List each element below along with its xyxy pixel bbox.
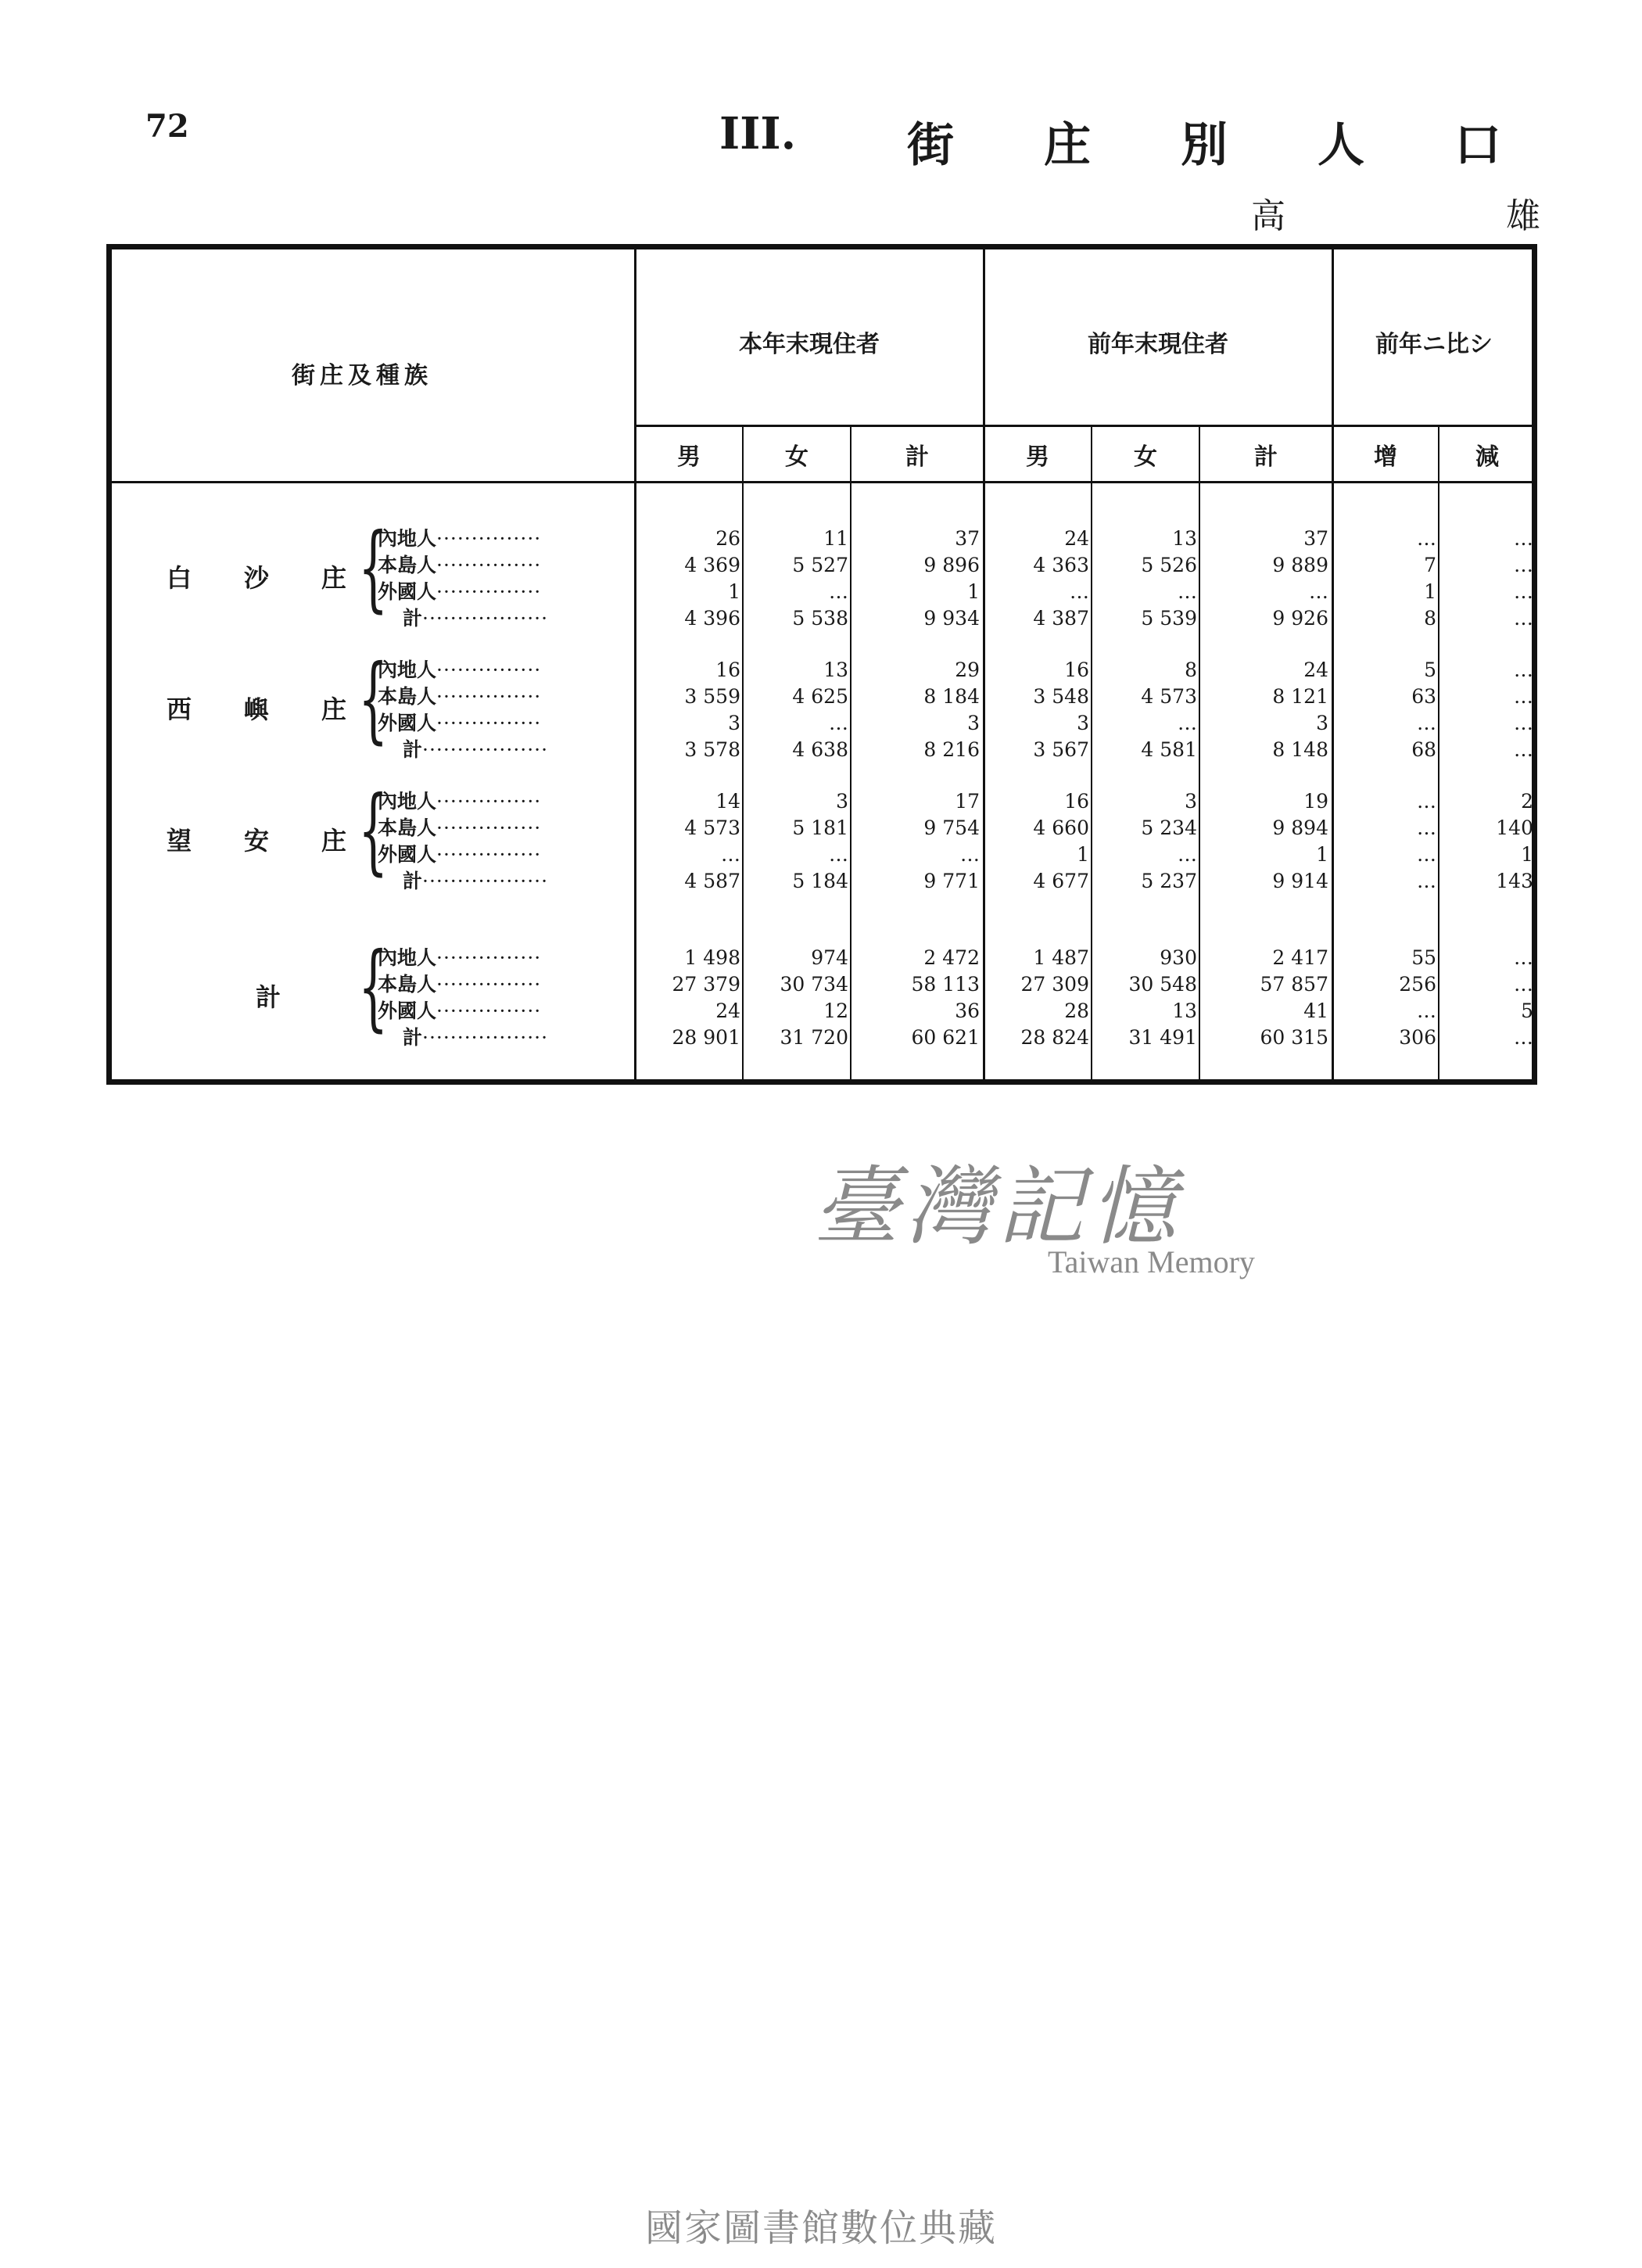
table-cell: 13 [1172,527,1197,550]
col-header-female: 女 [1134,443,1157,471]
row-label-text: 本島人 [378,973,437,996]
table-cell: 1 [967,580,980,603]
table-cell: 1 [1424,580,1436,603]
table-cell: 3 567 [1033,738,1089,761]
town-char: 西 [167,694,192,724]
table-cell: 37 [1303,527,1328,550]
table-cell: 4 677 [1033,870,1089,892]
table-cell: 5 [1424,659,1436,681]
row-label: 計·················· [403,1026,549,1049]
table-cell: 30 548 [1128,973,1197,996]
row-label-text: 計 [403,607,423,630]
table-cell: … [829,712,848,734]
col-header-female: 女 [785,443,808,471]
table-cell: 1 498 [684,946,740,969]
town-char: 庄 [321,563,346,593]
table-cell: … [1514,580,1533,603]
table-cell: … [1417,527,1436,550]
rule [1332,249,1334,1079]
table-cell: … [1514,973,1533,996]
row-label: 本島人··············· [378,685,542,708]
heading-char: 人 [1318,118,1364,173]
table-cell: 26 [715,527,740,550]
table-cell: 31 720 [780,1026,848,1049]
row-label: 內地人··············· [378,527,542,550]
table-cell: 27 379 [672,973,740,996]
table-cell: 24 [1303,659,1328,681]
town-char: 望 [167,826,192,856]
stub-header: 街庄及種族 [292,362,432,389]
rule [742,426,744,1079]
table-cell: 4 660 [1033,816,1089,839]
row-label: 外國人··············· [378,712,542,734]
col-header-male: 男 [1026,443,1049,471]
table-cell: 974 [811,946,848,969]
table-cell: 30 734 [780,973,848,996]
table-cell: … [1514,738,1533,761]
table-cell: 16 [1064,790,1089,813]
table-cell: … [1417,790,1436,813]
watermark-english: Taiwan Memory [1048,1244,1255,1279]
table-cell: … [1178,843,1197,866]
table-cell: 8 148 [1272,738,1328,761]
row-label-text: 內地人 [378,790,437,813]
town-char: 沙 [243,563,269,593]
table-cell: … [1514,554,1533,576]
row-label-text: 計 [403,738,423,761]
rule [112,481,1532,483]
col-header-increase: 增 [1374,443,1397,471]
table-cell: 1 [1521,843,1533,866]
table-cell: 3 [1185,790,1197,813]
row-label: 外國人··············· [378,999,542,1022]
row-label-text: 外國人 [378,843,437,866]
row-label: 本島人··············· [378,816,542,839]
rule [1199,426,1200,1079]
row-label-text: 計 [403,1026,423,1049]
table-cell: 3 [1077,712,1089,734]
row-label-text: 外國人 [378,712,437,734]
table-cell: 57 857 [1260,973,1328,996]
table-cell: … [829,843,848,866]
table-cell: 143 [1496,870,1533,892]
table-cell: 1 [728,580,740,603]
heading-char: 街 [907,118,954,173]
row-label: 本島人··············· [378,973,542,996]
table-cell: … [829,580,848,603]
table-cell: 1 [1316,843,1328,866]
table-cell: 29 [955,659,980,681]
page-heading [907,108,1501,175]
table-cell: 58 113 [911,973,980,996]
rule [850,426,851,1079]
rule [1438,426,1439,1079]
row-label-text: 內地人 [378,946,437,969]
table-cell: 13 [1172,999,1197,1022]
table-cell: 3 [1316,712,1328,734]
table-cell: … [1514,1026,1533,1049]
town-char: 庄 [321,826,346,856]
table-cell: 37 [955,527,980,550]
table-cell: 4 638 [792,738,848,761]
group-header: 本年末現住者 [739,331,880,358]
table-cell: 3 [836,790,848,813]
table-cell: 4 387 [1033,607,1089,630]
row-label: 內地人··············· [378,659,542,681]
table-cell: 12 [823,999,848,1022]
table-cell: … [1514,946,1533,969]
table-cell: 4 396 [684,607,740,630]
row-label: 內地人··············· [378,946,542,969]
table-cell: 2 [1521,790,1533,813]
table-cell: 9 889 [1272,554,1328,576]
table-cell: 3 578 [684,738,740,761]
row-label-text: 內地人 [378,527,437,550]
page-number: 72 [145,108,189,145]
table-cell: 1 487 [1033,946,1089,969]
table-cell: 31 491 [1128,1026,1197,1049]
table-cell: … [1514,659,1533,681]
region-name [1251,188,1540,238]
table-cell: 9 894 [1272,816,1328,839]
table-cell: 68 [1411,738,1436,761]
table-cell: 3 559 [684,685,740,708]
table-cell: 5 538 [792,607,848,630]
heading-char: 口 [1454,118,1501,173]
table-cell: 63 [1411,685,1436,708]
section-number: III. [719,108,797,160]
table-cell: 24 [715,999,740,1022]
table-cell: … [1417,999,1436,1022]
row-label: 內地人··············· [378,790,542,813]
table-cell: 3 548 [1033,685,1089,708]
town-char: 安 [243,826,269,856]
rule [634,249,636,1079]
table-cell: … [1514,712,1533,734]
row-label: 本島人··············· [378,554,542,576]
row-label: 外國人··············· [378,843,542,866]
row-label-text: 本島人 [378,685,437,708]
row-label-text: 內地人 [378,659,437,681]
brace-glyph: { [358,777,389,885]
heading-char: 別 [1181,118,1228,173]
table-cell: 1 [1077,843,1089,866]
table-cell: 8 216 [923,738,980,761]
table-cell: … [960,843,980,866]
table-cell: 13 [823,659,848,681]
table-cell: 16 [1064,659,1089,681]
table-cell: 5 181 [792,816,848,839]
table-cell: 24 [1064,527,1089,550]
table-cell: 8 184 [923,685,980,708]
table-cell: 5 237 [1141,870,1197,892]
table-cell: 5 [1521,999,1533,1022]
table-cell: 2 472 [923,946,980,969]
row-label: 外國人··············· [378,580,542,603]
row-label-text: 本島人 [378,816,437,839]
town-char: 計 [255,982,281,1012]
table-cell: 17 [955,790,980,813]
table-cell: 8 121 [1272,685,1328,708]
table-cell: 306 [1399,1026,1436,1049]
watermark [813,1138,1255,1279]
table-cell: 9 896 [923,554,980,576]
row-label: 計·················· [403,607,549,630]
table-cell: 4 587 [684,870,740,892]
table-cell: 60 621 [911,1026,980,1049]
table-cell: … [1514,685,1533,708]
table-cell: 3 [728,712,740,734]
town-char: 嶼 [243,694,269,724]
table-cell: 4 625 [792,685,848,708]
table-cell: 4 573 [684,816,740,839]
table-cell: 5 527 [792,554,848,576]
watermark-chinese: 臺灣記憶 [813,1157,1182,1257]
table-cell: … [1178,712,1197,734]
table-cell: 3 [967,712,980,734]
table-cell: 11 [823,527,848,550]
col-header-male: 男 [677,443,701,471]
table-cell: 4 573 [1141,685,1197,708]
table-cell: 7 [1424,554,1436,576]
row-label-text: 本島人 [378,554,437,576]
town-char: 白 [167,563,192,593]
table-cell: 9 771 [923,870,980,892]
table-cell: 5 526 [1141,554,1197,576]
rule [634,425,1532,427]
town-name [167,690,346,726]
table-cell: 4 581 [1141,738,1197,761]
table-cell: … [1514,607,1533,630]
rule [983,249,985,1079]
table-cell: 5 539 [1141,607,1197,630]
table-cell: 5 184 [792,870,848,892]
town-name [167,558,346,594]
table-cell: 28 901 [672,1026,740,1049]
col-header-decrease: 減 [1475,443,1499,471]
table-cell: 41 [1303,999,1328,1022]
table-cell: … [1178,580,1197,603]
table-cell: 16 [715,659,740,681]
table-cell: 60 315 [1260,1026,1328,1049]
footer-credit: 國家圖書館數位典藏 [644,2206,997,2250]
region-char: 雄 [1506,196,1540,236]
table-cell: 140 [1496,816,1533,839]
row-label-text: 外國人 [378,999,437,1022]
group-header: 前年ニ比シ [1375,331,1493,358]
row-label: 計·················· [403,870,549,892]
town-name [167,821,346,857]
table-cell: 55 [1411,946,1436,969]
table-cell: 2 417 [1272,946,1328,969]
town-char: 庄 [321,694,346,724]
table-cell: … [1309,580,1328,603]
row-label-text: 外國人 [378,580,437,603]
row-label-text: 計 [403,870,423,892]
col-header-total: 計 [1254,443,1278,471]
table-cell: 9 754 [923,816,980,839]
brace-glyph: { [358,645,389,754]
table-cell: … [1417,816,1436,839]
table-cell: 930 [1160,946,1197,969]
table-cell: … [1514,527,1533,550]
table-cell: 14 [715,790,740,813]
table-cell: 28 824 [1020,1026,1089,1049]
brace-glyph: { [358,933,389,1042]
table-cell: … [1417,843,1436,866]
col-header-total: 計 [905,443,929,471]
rule [1091,426,1092,1079]
brace-glyph: { [358,514,389,623]
table-cell: 5 234 [1141,816,1197,839]
group-header: 前年末現住者 [1088,331,1228,358]
table-cell: 9 926 [1272,607,1328,630]
table-cell: 28 [1064,999,1089,1022]
table-cell: 8 [1424,607,1436,630]
table-cell: 4 369 [684,554,740,576]
region-char: 高 [1251,196,1285,236]
table-cell: 19 [1303,790,1328,813]
table-cell: 4 363 [1033,554,1089,576]
table-cell: … [721,843,740,866]
table-cell: … [1417,870,1436,892]
row-label: 計·················· [403,738,549,761]
table-cell: 8 [1185,659,1197,681]
heading-char: 庄 [1044,118,1091,173]
table-cell: 27 309 [1020,973,1089,996]
population-table [106,244,1537,1085]
table-cell: 9 914 [1272,870,1328,892]
town-name [245,978,292,1014]
table-cell: 256 [1399,973,1436,996]
table-cell: … [1070,580,1089,603]
table-cell: … [1417,712,1436,734]
table-cell: 9 934 [923,607,980,630]
table-cell: 36 [955,999,980,1022]
